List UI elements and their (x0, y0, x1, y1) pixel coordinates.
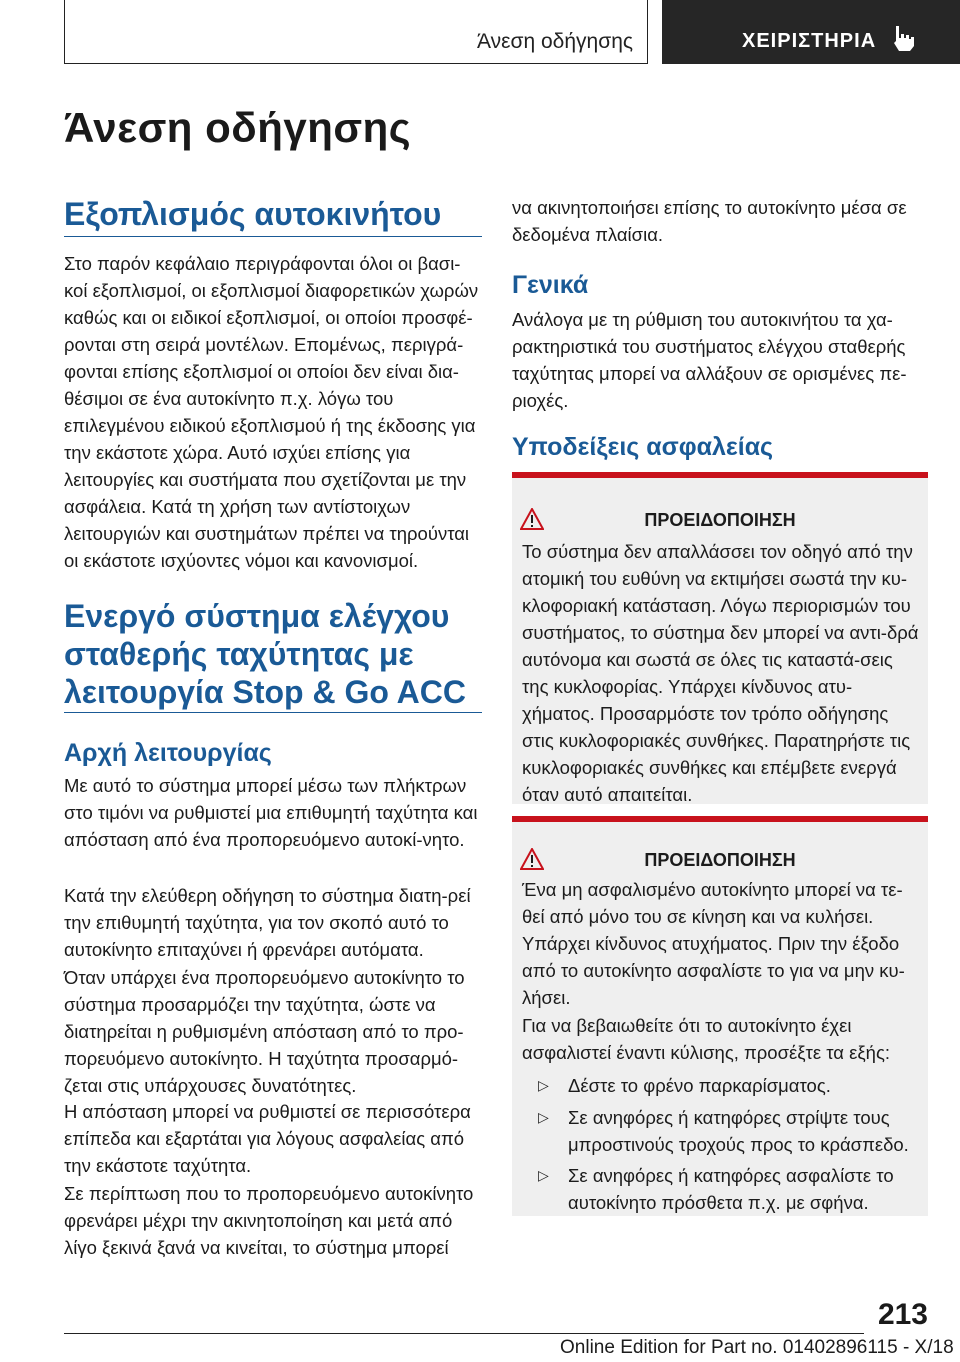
warning-box-1 (512, 472, 928, 804)
safety-heading: Υποδείξεις ασφαλείας (512, 433, 774, 461)
bullet-triangle-icon: ▷ (538, 1109, 549, 1125)
warning-2-text-2: Για να βεβαιωθείτε ότι το αυτοκίνητο έχει ασφαλιστεί έναντι κύλισης, προσέξτε τα εξής: (522, 1015, 890, 1063)
bullet-text: Σε ανηφόρες ή κατηφόρες στρίψτε τους μπροστινούς τροχούς προς το κράσπεδο. (568, 1107, 909, 1155)
warning-1-text: Το σύστημα δεν απαλλάσσει τον οδηγό από την ατομική του ευθύνη να εκτιμήσει σωστά την κυ-κλοφοριακή κατάσταση. Λόγω περιορισμών του συστήματος, το σύστημα δεν μπορεί να αντι-δρά αυτόνομα και σωστά σε όλες τις καταστά-σεις της κυκλοφορίας. Υπάρχει κίνδυνος ατυ-χήματος. Προσαρμόστε τον τρόπο οδήγησης στις κυκλοφοριακές συνθήκες. Παρατηρήστε τις κυκλοφοριακές συνθήκες και επέμβετε ενεργά όταν αυτό απαιτείται. (522, 541, 919, 805)
footer-edition: Online Edition for Part no. 01402896115 - X/18 (560, 1337, 954, 1358)
bullet-triangle-icon: ▷ (538, 1077, 549, 1093)
warning-1-title: ΠΡΟΕΙΔΟΠΟΙΗΣΗ (644, 510, 796, 530)
principle-paragraph-4: Η απόσταση μπορεί να ρυθμιστεί σε περισσότερα επίπεδα και εξαρτάται για λόγους ασφαλείας από την εκάστοτε ταχύτητα. (64, 1101, 471, 1176)
acc-heading-line-2: σταθερής ταχύτητας με (64, 636, 414, 672)
general-text: Ανάλογα με τη ρύθμιση του αυτοκινήτου τα χα-ρακτηριστικά του συστήματος ελέγχου σταθερής ταχύτητας μπορεί να αλλάξουν σε ορισμένες πε-ριοχές. (512, 309, 907, 411)
section-tab-label: Άνεση οδήγησης (477, 30, 633, 53)
warning-triangle-icon (520, 848, 544, 870)
principle-heading: Αρχή λειτουργίας (64, 739, 272, 767)
bullet-text: Δέστε το φρένο παρκαρίσματος. (568, 1075, 831, 1096)
acc-heading-line-1: Ενεργό σύστημα ελέγχου (64, 598, 450, 634)
manual-section-label: ΧΕΙΡΙΣΤΗΡΙΑ (742, 30, 877, 52)
bullet-triangle-icon: ▷ (538, 1167, 549, 1183)
page-title: Άνεση οδήγησης (64, 104, 412, 151)
equipment-heading-rule (64, 236, 482, 237)
equipment-text: Στο παρόν κεφάλαιο περιγράφονται όλοι οι βασι-κοί εξοπλισμοί, οι εξοπλισμοί διαφορετικών χωρών καθώς και οι ειδικοί εξοπλισμοί, οι οποίοι προσφέ-ρονται στη σειρά μοντέλων. Επομένως, περιγρά-φονται επίσης εξοπλισμοί οι οποίοι δεν είναι δια-θέσιμοι σε ένα αυτοκίνητο π.χ. λόγω του επιλεγμένου ειδικού εξοπλισμού ή της έκδοσης για την εκάστοτε χώρα. Αυτό ισχύει επίσης για λειτουργίες και συστήματα που σχετίζονται με την ασφάλεια. Κατά τη χρήση των αντίστοιχων λειτουργιών και συστημάτων πρέπει να τηρούνται οι εκάστοτε ισχύοντες νόμοι και κανονισμοί. (64, 253, 479, 571)
warning-1-header (512, 510, 928, 531)
pointing-hand-icon (890, 24, 916, 52)
principle-paragraph-3: Όταν υπάρχει ένα προπορευόμενο αυτοκίνητο το σύστημα προσαρμόζει την ταχύτητα, ώστε να διατηρείται η ρυθμισμένη απόσταση από το προ-πορευόμενο αυτοκίνητο. Η ταχύτητα προσαρμό-ζεται στις υπάρχουσες δυνατότητες. (64, 967, 465, 1096)
page-number: 213 (877, 1298, 928, 1331)
general-heading: Γενικά (512, 271, 589, 299)
continuation-text: να ακινητοποιήσει επίσης το αυτοκίνητο μέσα σε δεδομένα πλαίσια. (512, 197, 907, 245)
equipment-heading: Εξοπλισμός αυτοκινήτου (64, 196, 442, 232)
principle-paragraph-2: Κατά την ελεύθερη οδήγηση το σύστημα διατη-ρεί την επιθυμητή ταχύτητα, για τον σκοπό αυτό το αυτοκίνητο επιταχύνει ή φρενάρει αυτόματα. (64, 885, 471, 960)
warning-2-title: ΠΡΟΕΙΔΟΠΟΙΗΣΗ (644, 850, 796, 870)
acc-heading-rule (64, 712, 482, 713)
acc-heading-line-3: λειτουργία Stop & Go ACC (64, 674, 466, 710)
principle-paragraph-1: Με αυτό το σύστημα μπορεί μέσω των πλήκτρων στο τιμόνι να ρυθμιστεί μια επιθυμητή ταχύτητα και απόσταση από ένα προπορευόμενο αυτοκί-νητο. (64, 775, 478, 850)
header-section-tab (64, 0, 648, 64)
bullet-text: Σε ανηφόρες ή κατηφόρες ασφαλίστε το αυτοκίνητο πρόσθετα π.χ. με σφήνα. (568, 1165, 894, 1213)
warning-2-header (512, 850, 928, 871)
footer-rule (64, 1333, 864, 1334)
principle-paragraph-5: Σε περίπτωση που το προπορευόμενο αυτοκίνητο φρενάρει μέχρι την ακινητοποίηση και μετά από λίγο ξεκινά ξανά να κινείται, το σύστημα μπορεί (64, 1183, 474, 1258)
header-manual-tab (662, 0, 960, 64)
warning-triangle-icon (520, 508, 544, 530)
warning-box-2 (512, 816, 928, 1216)
warning-2-text: Ένα μη ασφαλισμένο αυτοκίνητο μπορεί να τε-θεί από μόνο του σε κίνηση και να κυλήσει. Υπάρχει κίνδυνος ατυχήματος. Πριν την έξοδο από το αυτοκίνητο ασφαλίστε το για να μην κυ-λήσει. (522, 879, 905, 1008)
